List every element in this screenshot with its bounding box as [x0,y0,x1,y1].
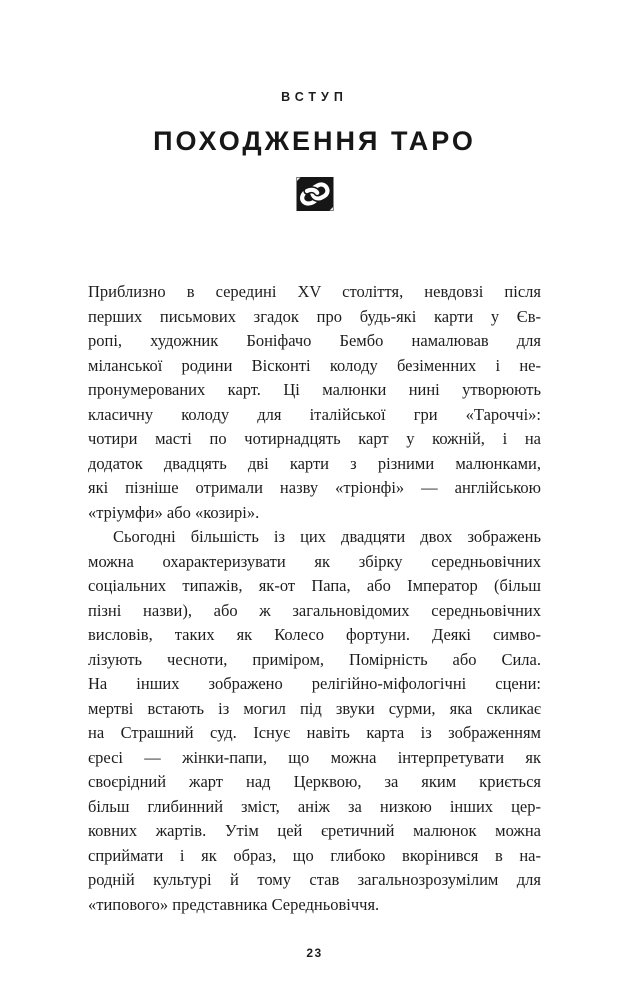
text-line: соціальних типажів, як-от Папа, або Імператор (більш [88,576,541,595]
text-line: пізні назви), або ж загальновідомих середньовічних [88,600,541,620]
text-line: можна охарактеризувати як збірку середньовічних [88,551,541,571]
text-line: Приблизно в середині XV століття, невдовзі після [88,282,541,301]
text-line: єресі — жінки-папи, що можна інтерпретувати як [88,747,541,767]
celtic-knot-icon [296,177,333,211]
text-line: мертві встають із могил під звуки сурми, яка скликає [88,698,541,718]
text-line: які пізніше отримали назву «тріонфі» — англійською [88,478,541,497]
text-line: ковних жартів. Утім цей єретичний малюнок можна [88,821,541,840]
text-line: міланської родини Вісконті колоду безіменних і не- [88,355,541,375]
text-line: своєрідний жарт над Церквою, за яким криється [88,772,541,791]
text-line: більш глибинний зміст, аніж за низкою інших цер- [88,796,541,816]
text-line: чотири масті по чотирнадцять карт у кожній, і на [88,429,541,448]
text-line: ропі, художник Боніфачо Бембо намалював для [88,331,541,350]
text-line: «тріумфи» або «козирі». [88,502,260,522]
section-kicker: ВСТУП [281,90,348,104]
text-line: На інших зображено релігійно-міфологічні сцени: [88,674,541,693]
text-line: пронумерованих карт. Ці малюнки нині утворюють [88,380,541,399]
paragraph-2 [88,525,541,917]
text-line: «типового» представника Середньовіччя. [88,894,380,914]
text-line: сприймати і як образ, що глибоко вкорінився в на- [88,845,541,865]
text-line: висловів, таких як Колесо фортуни. Деякі симво- [88,625,541,644]
body-text [88,280,541,917]
text-line: на Страшний суд. Існує навіть карта із зображенням [88,723,541,742]
text-line: класичну колоду для італійської гри «Тароччі»: [88,404,541,424]
text-line: лізують чесноти, приміром, Помірність або Сила. [88,649,541,669]
paragraph-1 [88,280,541,525]
text-line: родній культурі й тому став загальнозрозумілим для [88,870,541,889]
text-line: Сьогодні більшість із цих двадцяти двох зображень [113,527,541,546]
text-line: додаток двадцять дві карти з різними малюнками, [88,453,541,473]
page-number: 23 [306,946,323,960]
text-line: перших письмових згадок про будь-які карти у Єв- [88,306,541,326]
chapter-title: ПОХОДЖЕННЯ ТАРО [153,126,476,156]
